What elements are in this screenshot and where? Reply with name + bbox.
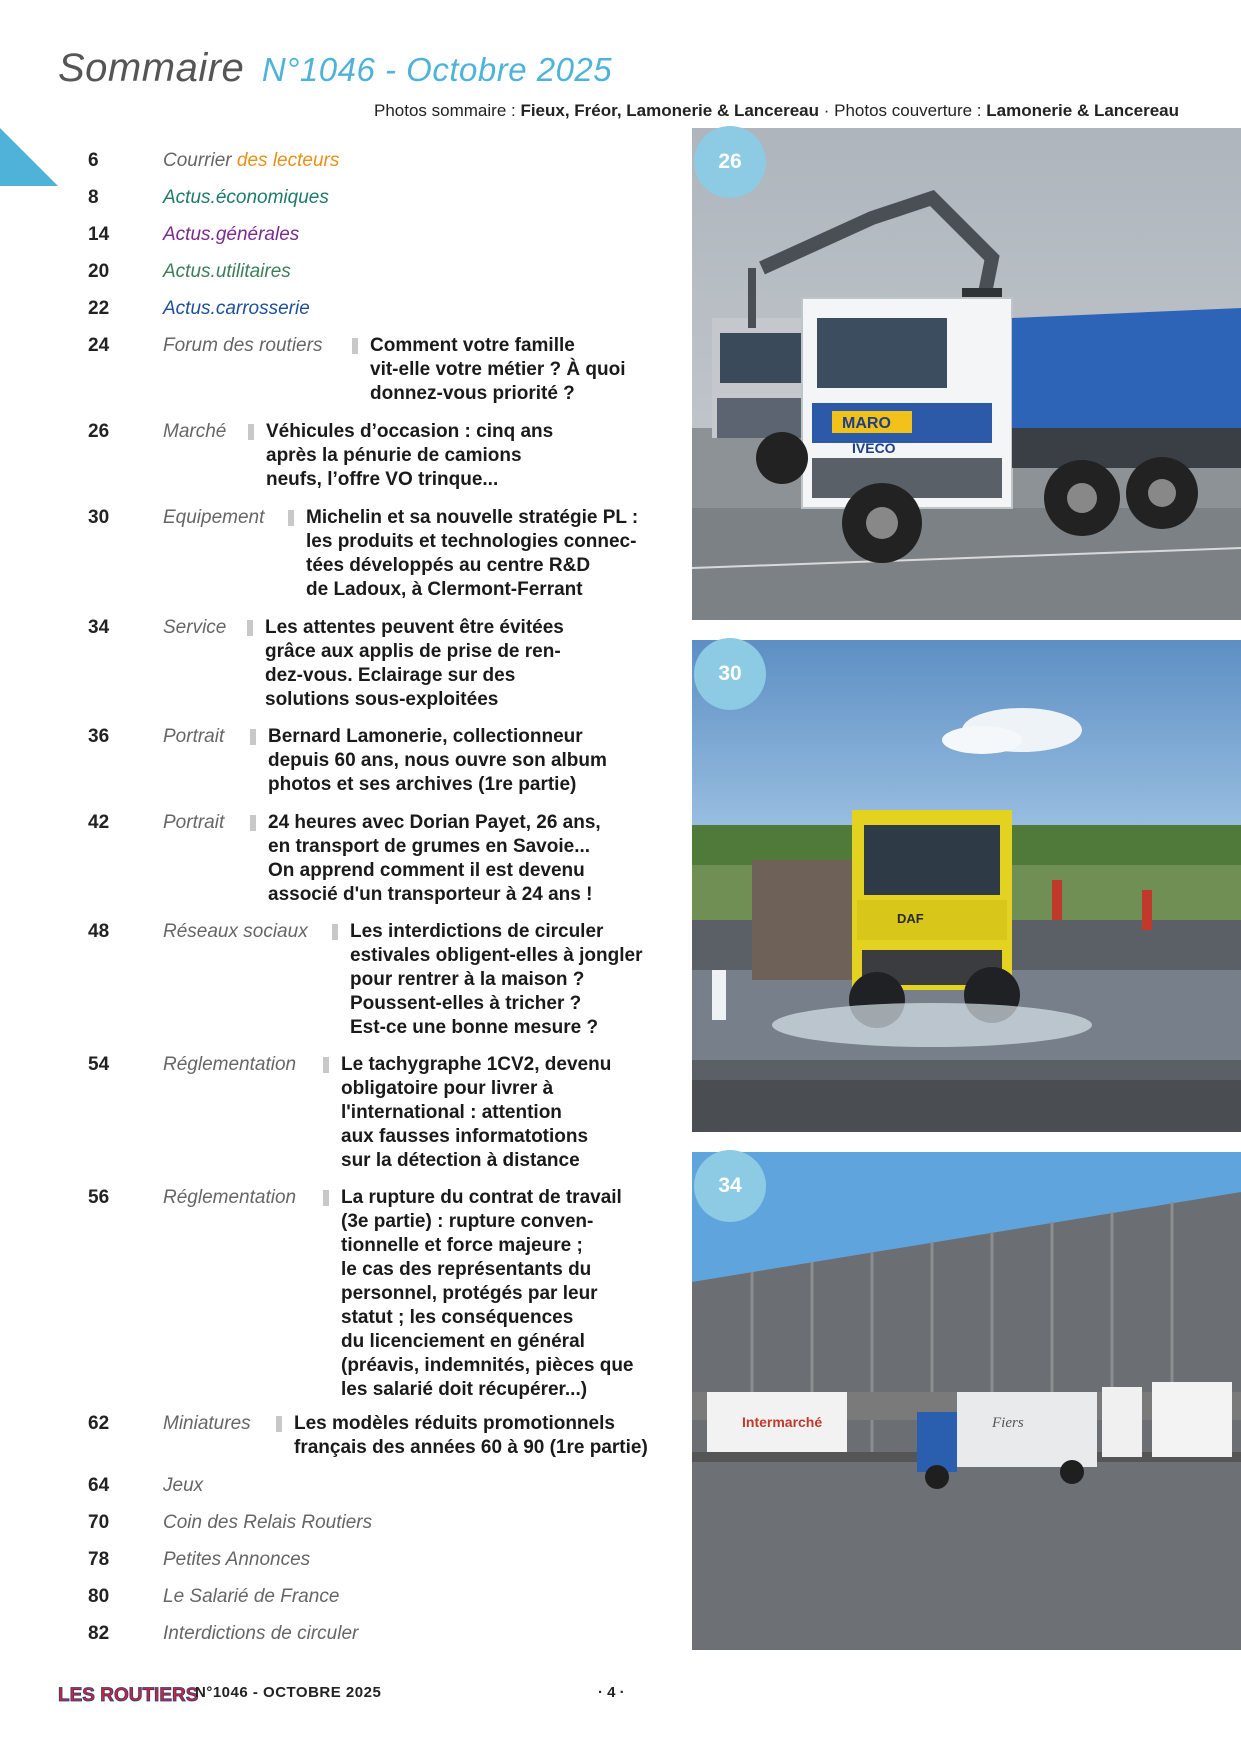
magazine-logo bbox=[58, 1683, 199, 1710]
toc-rubric: Le Salarié de France bbox=[163, 1586, 340, 1607]
toc-rubric: Equipement bbox=[163, 507, 265, 528]
photo-logo-intermarche: Intermarché bbox=[742, 1414, 823, 1430]
photo-logo-iveco: IVECO bbox=[852, 440, 896, 456]
toc-page: 6 bbox=[88, 150, 99, 171]
photo-logo-maro: MARO bbox=[842, 415, 891, 432]
separator bbox=[332, 924, 338, 940]
photo-crane-trucks-image bbox=[692, 128, 1241, 620]
toc-page: 82 bbox=[88, 1623, 110, 1644]
toc-rubric: Réglementation bbox=[163, 1054, 297, 1075]
toc-page: 20 bbox=[88, 261, 110, 282]
footer-issue: N°1046 - OCTOBRE 2025 bbox=[195, 1684, 382, 1701]
separator bbox=[323, 1190, 329, 1206]
toc-page: 64 bbox=[88, 1475, 110, 1496]
toc-description: Véhicules d’occasion : cinq ans après la pénurie de camions neufs, l’offre VO trinque... bbox=[266, 421, 554, 490]
toc-page: 24 bbox=[88, 335, 110, 356]
separator bbox=[250, 729, 256, 745]
toc-page: 34 bbox=[88, 617, 110, 638]
toc-rubric: Coin des Relais Routiers bbox=[163, 1512, 373, 1533]
separator bbox=[276, 1416, 282, 1432]
toc-page: 80 bbox=[88, 1586, 110, 1607]
separator bbox=[250, 815, 256, 831]
toc-page: 48 bbox=[88, 921, 110, 942]
page-badge-26: 26 bbox=[694, 126, 766, 198]
separator bbox=[288, 510, 294, 526]
page-number: · 4 · bbox=[598, 1684, 625, 1701]
title-word: Sommaire bbox=[58, 46, 245, 90]
toc-rubric: Actus.générales bbox=[163, 224, 300, 245]
toc-rubric: Forum des routiers bbox=[163, 335, 323, 356]
toc-description: Les interdictions de circuler estivales obligent-elles à jongler pour rentrer à la maison ? Poussent-elles à tricher ? Est-ce une bonne mesure ? bbox=[350, 921, 643, 1038]
toc-rubric: Réglementation bbox=[163, 1187, 297, 1208]
toc-page: 78 bbox=[88, 1549, 110, 1570]
toc-description: Les attentes peuvent être évitées grâce aux applis de prise de ren- dez-vous. Eclairage sur des solutions sous-exploitées bbox=[265, 617, 564, 710]
separator bbox=[352, 338, 358, 354]
toc-rubric: Portrait bbox=[163, 726, 225, 747]
toc-description: Les modèles réduits promotionnels français des années 60 à 90 (1re partie) bbox=[294, 1413, 648, 1458]
toc-page: 62 bbox=[88, 1413, 110, 1434]
toc-rubric: Petites Annonces bbox=[163, 1549, 311, 1570]
toc-rubric: Réseaux sociaux bbox=[163, 921, 308, 942]
toc-page: 70 bbox=[88, 1512, 110, 1533]
toc-page: 22 bbox=[88, 298, 110, 319]
photo-warehouse bbox=[692, 1152, 1241, 1650]
toc-rubric: Courrier des lecteurs bbox=[163, 150, 340, 171]
toc-page: 26 bbox=[88, 421, 110, 442]
photo-logo-fiers: Fiers bbox=[992, 1415, 1024, 1431]
photo-daf-truck-image bbox=[692, 640, 1241, 1132]
toc-rubric: Actus.utilitaires bbox=[163, 261, 291, 282]
toc-rubric: Portrait bbox=[163, 812, 225, 833]
toc-page: 54 bbox=[88, 1054, 110, 1075]
page-badge-30: 30 bbox=[694, 638, 766, 710]
separator bbox=[248, 424, 254, 440]
toc-page: 8 bbox=[88, 187, 99, 208]
toc-rubric: Actus.économiques bbox=[163, 187, 329, 208]
magazine-logo-text: LES ROUTIERS bbox=[58, 1685, 199, 1706]
page-badge-34: 34 bbox=[694, 1150, 766, 1222]
toc-rubric: Interdictions de circuler bbox=[163, 1623, 359, 1644]
separator bbox=[247, 620, 253, 636]
toc-description: Le tachygraphe 1CV2, devenu obligatoire pour livrer à l'international : attention aux fausses informatotions sur la détection à distance bbox=[341, 1054, 612, 1171]
toc-page: 36 bbox=[88, 726, 110, 747]
toc-description: Michelin et sa nouvelle stratégie PL : les produits et technologies connec- tées développés au centre R&D de Ladoux, à Clermont-Ferrant bbox=[306, 507, 639, 600]
toc-rubric: Actus.carrosserie bbox=[163, 298, 310, 319]
separator bbox=[323, 1057, 329, 1073]
toc-description: 24 heures avec Dorian Payet, 26 ans, en transport de grumes en Savoie... On apprend comment il est devenu associé d'un transporteur à 24 ans ! bbox=[268, 812, 601, 905]
photo-warehouse-image bbox=[692, 1152, 1241, 1650]
toc-description: Bernard Lamonerie, collectionneur depuis 60 ans, nous ouvre son album photos et ses archives (1re partie) bbox=[268, 726, 607, 795]
toc-page: 14 bbox=[88, 224, 110, 245]
toc-rubric: Jeux bbox=[163, 1475, 204, 1496]
photo-credits: Photos sommaire : Fieux, Fréor, Lamonerie & Lancereau · Photos couverture : Lamonerie & Lancereau bbox=[374, 101, 1179, 120]
toc-rubric: Miniatures bbox=[163, 1413, 251, 1434]
toc-page: 56 bbox=[88, 1187, 110, 1208]
toc-description: La rupture du contrat de travail (3e partie) : rupture conven- tionnelle et force majeure ; le cas des représentants du personnel, protégés par leur statut ; les conséquences du licenciement en général (préavis, indemnités, pièces que les salarié doit récupérer...) bbox=[341, 1187, 634, 1400]
toc-page: 42 bbox=[88, 812, 110, 833]
photo-crane-trucks bbox=[692, 128, 1241, 620]
title-issue: N°1046 - Octobre 2025 bbox=[261, 51, 613, 88]
toc-description: Comment votre famille vit-elle votre métier ? À quoi donnez-vous priorité ? bbox=[370, 335, 626, 404]
photo-logo-daf: DAF bbox=[897, 911, 924, 926]
toc-rubric: Marché bbox=[163, 421, 227, 442]
photo-daf-truck bbox=[692, 640, 1241, 1132]
toc-rubric: Service bbox=[163, 617, 227, 638]
toc-page: 30 bbox=[88, 507, 110, 528]
